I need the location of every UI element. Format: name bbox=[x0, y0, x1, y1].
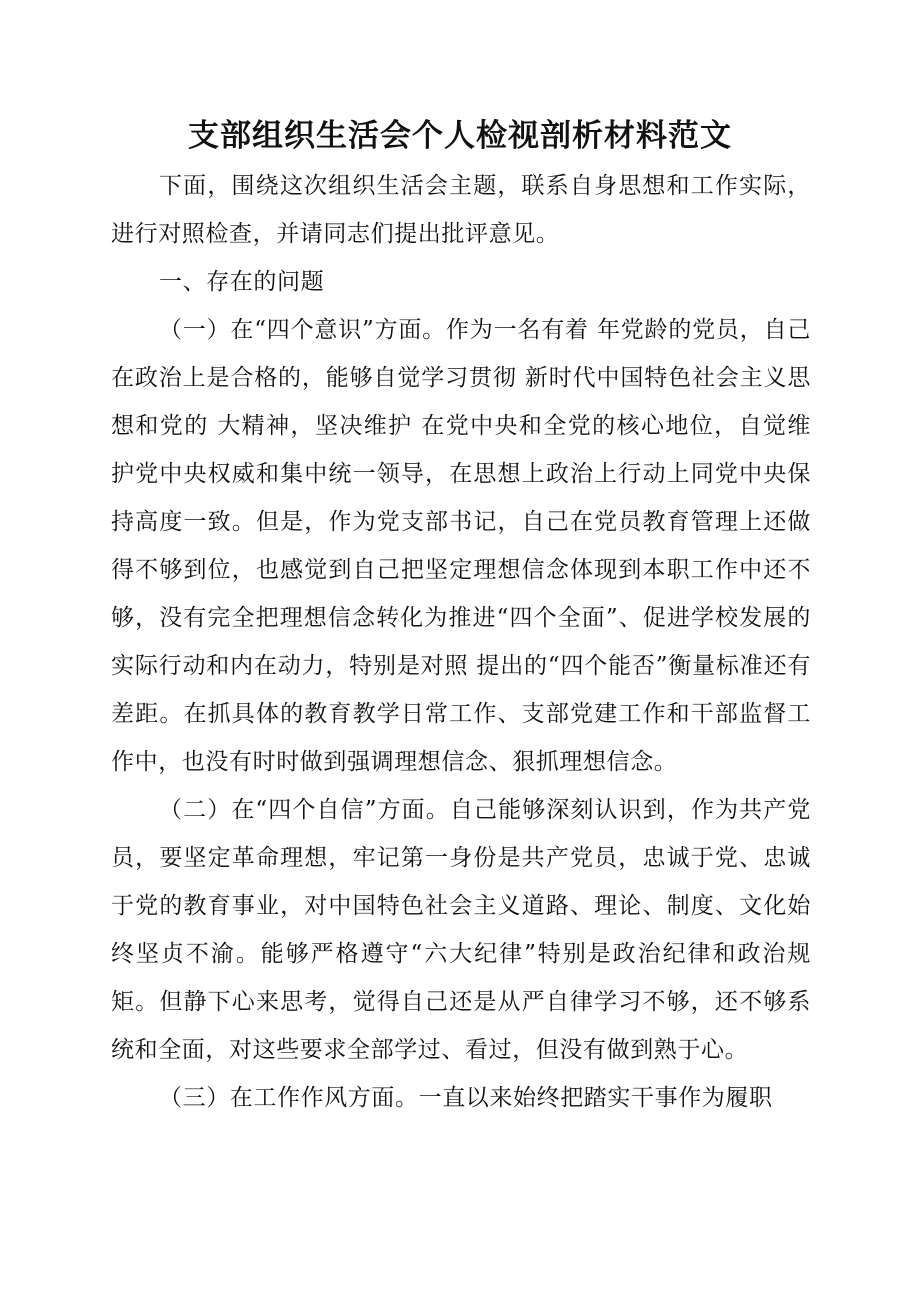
paragraph-work-style: （三）在工作作风方面。一直以来始终把踏实干事作为履职 bbox=[159, 1085, 773, 1111]
intro-paragraph: 下面，围绕这次组织生活会主题，联系自身思想和工作实际，进行对照检查，并请同志们提出批评意见。 bbox=[111, 173, 811, 247]
paragraph-four-consciousness: （一）在“四个意识”方面。作为一名有着 年党龄的党员，自己在政治上是合格的，能够自觉学习贯彻 新时代中国特色社会主义思想和党的 大精神，坚决维护 在党中央和全党的核心地位，自觉维护党中央权威和集中统一领导，在思想上政治上行动上同党中央保持高度一致。但是，作为党支部书记，自己在党员教育管理上还做得不够到位，也感觉到自己把坚定理想信念体现到本职工作中还不够，没有完全把理想信念转化为推进“四个全面”、促进学校发展的实际行动和内在动力，特别是对照 提出的“四个能否”衡量标准还有差距。在抓具体的教育教学日常工作、支部党建工作和干部监督工作中，也没有时时做到强调理想信念、狠抓理想信念。 bbox=[111, 317, 811, 775]
document-title: 支部组织生活会个人检视剖析材料范文 bbox=[188, 118, 732, 154]
section-heading-problems: 一、存在的问题 bbox=[159, 269, 325, 295]
paragraph-four-confidence: （二）在“四个自信”方面。自己能够深刻认识到，作为共产党员，要坚定革命理想，牢记第一身份是共产党员，忠诚于党、忠诚于党的教育事业，对中国特色社会主义道路、理论、制度、文化始终坚贞不渝。能够严格遵守“六大纪律”特别是政治纪律和政治规矩。但静下心来思考，觉得自己还是从严自律学习不够，还不够系统和全面，对这些要求全部学过、看过，但没有做到熟于心。 bbox=[111, 797, 811, 1063]
document-body bbox=[111, 162, 811, 1122]
